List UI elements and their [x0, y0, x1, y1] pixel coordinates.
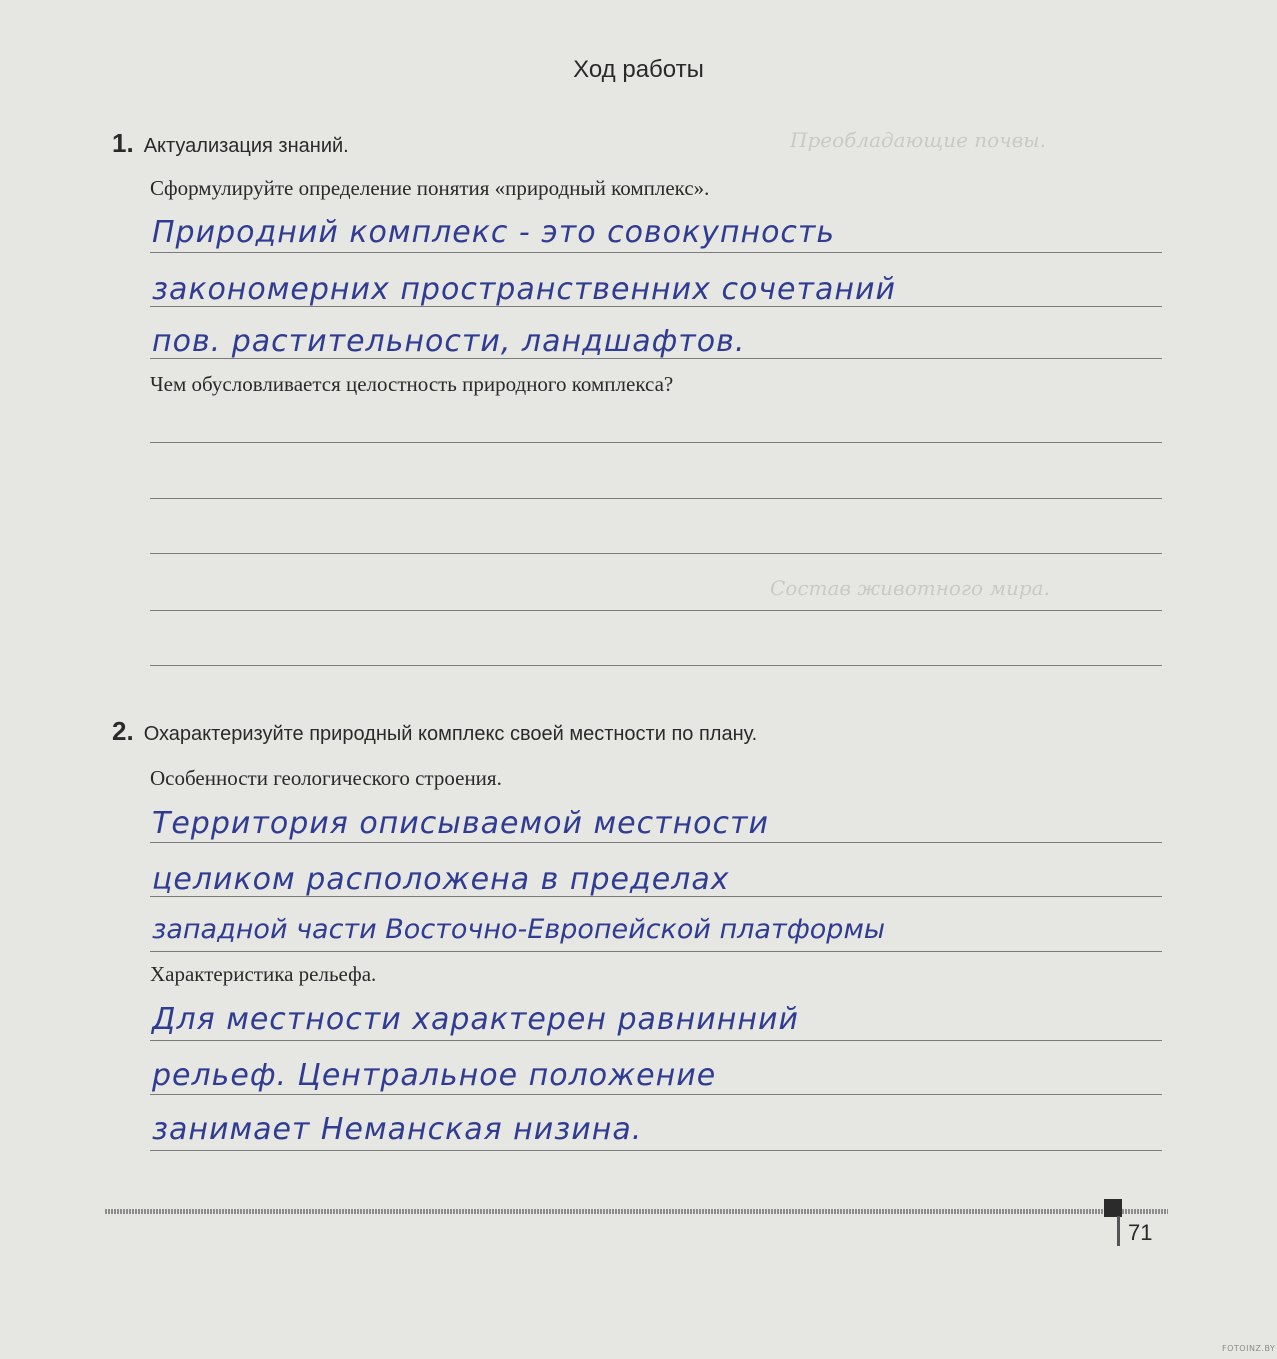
task-1-heading — [112, 128, 349, 159]
page-number: 71 — [1128, 1220, 1153, 1245]
answer-rule — [150, 951, 1162, 952]
handwritten-answer-line: Для местности характерен равнинний — [152, 1002, 799, 1037]
handwritten-answer-line: закономерних пространственних сочетаний — [152, 272, 896, 307]
showthrough-line: Преобладающие почвы. — [790, 128, 1046, 152]
handwritten-answer-line: Территория описываемой местности — [152, 806, 769, 841]
task-1-number: 1. — [112, 128, 134, 158]
answer-rule — [150, 306, 1162, 307]
footer-vertical-rule — [1117, 1216, 1120, 1246]
answer-rule — [150, 252, 1162, 253]
watermark: FOTOINZ.BY — [1222, 1344, 1276, 1353]
task-2-heading-text: Охарактеризуйте природный комплекс своей местности по плану. — [143, 723, 758, 745]
task-1-prompt-definition: Сформулируйте определение понятия «природный комплекс». — [150, 176, 710, 200]
handwritten-answer-line: западной части Восточно-Европейской платформы — [152, 914, 886, 945]
answer-rule — [150, 665, 1162, 666]
handwritten-answer-line: пов. растительности, ландшафтов. — [152, 324, 746, 359]
answer-rule — [150, 358, 1162, 359]
answer-rule — [150, 442, 1162, 443]
answer-rule — [150, 1150, 1162, 1151]
showthrough-line: Состав животного мира. — [770, 576, 1050, 600]
answer-rule — [150, 498, 1162, 499]
footer-square-mark — [1104, 1199, 1122, 1217]
handwritten-answer-line: целиком расположена в пределах — [152, 862, 730, 897]
footer-dotted-rule — [105, 1209, 1168, 1214]
answer-rule — [150, 1094, 1162, 1095]
answer-rule — [150, 842, 1162, 843]
answer-rule — [150, 553, 1162, 554]
task-2-heading — [112, 716, 757, 747]
handwritten-answer-line: Природний комплекс - это совокупность — [152, 215, 836, 250]
answer-rule — [150, 1040, 1162, 1041]
task-2-number: 2. — [112, 716, 134, 746]
answer-rule — [150, 610, 1162, 611]
answer-rule — [150, 896, 1162, 897]
handwritten-answer-line: занимает Неманская низина. — [152, 1112, 643, 1147]
handwritten-answer-line: рельеф. Центральное положение — [152, 1058, 717, 1093]
task-2-prompt-relief: Характеристика рельефа. — [150, 962, 377, 986]
page-title: Ход работы — [573, 56, 704, 83]
task-1-prompt-integrity: Чем обусловливается целостность природного комплекса? — [150, 372, 674, 396]
task-1-heading-text: Актуализация знаний. — [143, 135, 349, 157]
task-2-prompt-geology: Особенности геологического строения. — [150, 766, 502, 790]
